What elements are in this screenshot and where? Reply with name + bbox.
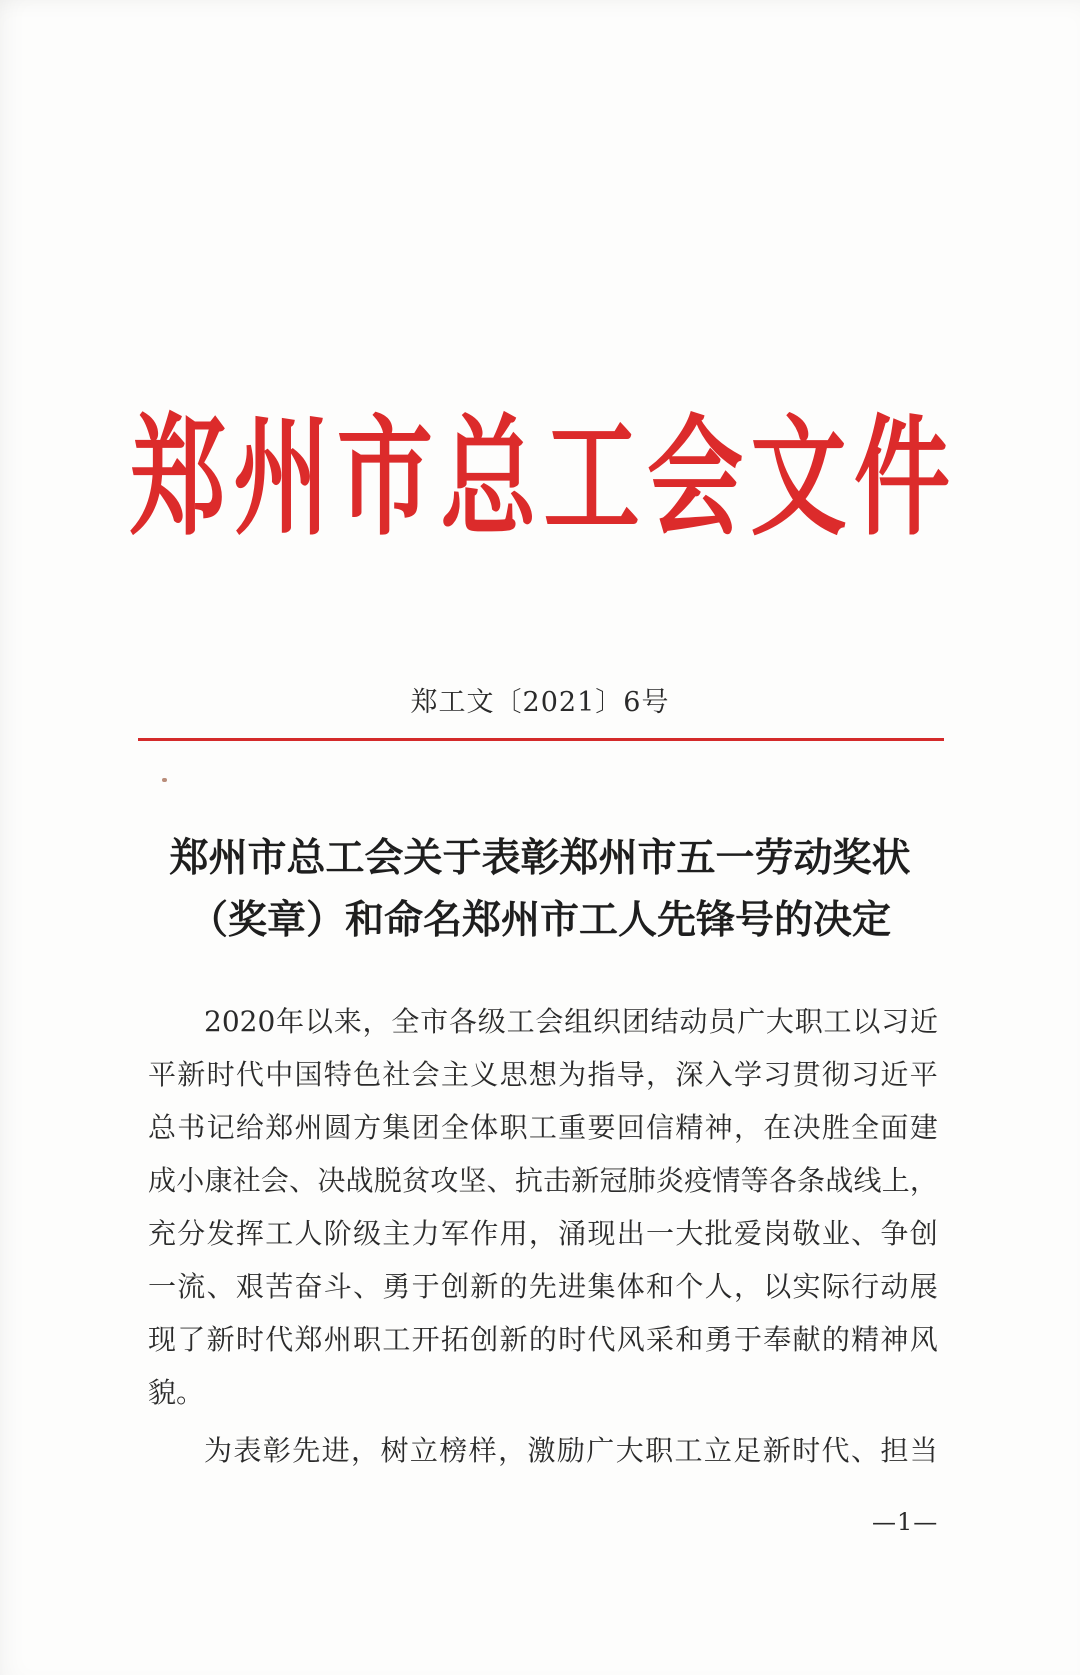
body-glyph: 习 bbox=[763, 1058, 792, 1091]
body-glyph: 先 bbox=[528, 1270, 557, 1303]
body-glyph: 国 bbox=[294, 1058, 323, 1091]
body-glyph: 动 bbox=[880, 1270, 909, 1303]
body-glyph: ， bbox=[351, 1434, 380, 1467]
body-glyph: 奉 bbox=[763, 1323, 792, 1356]
body-glyph: 新 bbox=[177, 1058, 206, 1091]
masthead-char: 文 bbox=[750, 401, 847, 554]
body-glyph: 战 bbox=[825, 1164, 854, 1197]
body-glyph: 人 bbox=[294, 1217, 323, 1250]
body-glyph: 力 bbox=[411, 1217, 440, 1250]
body-glyph: 进 bbox=[321, 1434, 350, 1467]
body-glyph: 习 bbox=[851, 1058, 880, 1091]
body-glyph: 彻 bbox=[821, 1058, 850, 1091]
body-glyph: 拓 bbox=[440, 1323, 469, 1356]
body-glyph: 时 bbox=[792, 1434, 821, 1467]
masthead-char: 郑 bbox=[130, 401, 226, 554]
document-body bbox=[148, 995, 938, 1477]
masthead-char: 总 bbox=[440, 401, 537, 554]
body-glyph: 爱 bbox=[733, 1217, 762, 1250]
body-line bbox=[148, 1424, 938, 1477]
body-glyph: 大 bbox=[765, 1005, 794, 1038]
scan-speck bbox=[162, 778, 167, 782]
body-glyph: 精 bbox=[675, 1111, 704, 1144]
body-glyph: 会 bbox=[411, 1058, 440, 1091]
body-glyph: 组 bbox=[564, 1005, 593, 1038]
body-glyph: ， bbox=[528, 1217, 557, 1250]
body-glyph: 彰 bbox=[262, 1434, 291, 1467]
body-glyph: 疫 bbox=[684, 1164, 713, 1197]
body-glyph: 年 bbox=[276, 1005, 305, 1038]
masthead-char: 会 bbox=[647, 401, 744, 554]
body-glyph: 新 bbox=[762, 1434, 791, 1467]
body-glyph: 精 bbox=[851, 1323, 880, 1356]
body-glyph: 圆 bbox=[323, 1111, 352, 1144]
document-number: 郑工文〔2021〕6号 bbox=[410, 687, 670, 718]
body-glyph: 坚 bbox=[458, 1164, 487, 1197]
body-glyph: 回 bbox=[616, 1111, 645, 1144]
body-glyph: 涌 bbox=[558, 1217, 587, 1250]
body-glyph: 树 bbox=[380, 1434, 409, 1467]
masthead-char: 市 bbox=[336, 401, 433, 554]
body-glyph: 为 bbox=[558, 1058, 587, 1091]
body-glyph: 勇 bbox=[704, 1323, 733, 1356]
body-glyph: 全 bbox=[851, 1111, 880, 1144]
body-glyph: 勇 bbox=[382, 1270, 411, 1303]
body-glyph: 指 bbox=[587, 1058, 616, 1091]
body-glyph: 团 bbox=[621, 1005, 650, 1038]
body-glyph: 献 bbox=[792, 1323, 821, 1356]
body-glyph: 流 bbox=[177, 1270, 206, 1303]
body-glyph: 肺 bbox=[627, 1164, 656, 1197]
body-glyph: 广 bbox=[586, 1434, 615, 1467]
body-glyph: 创 bbox=[909, 1217, 938, 1250]
body-glyph: 贫 bbox=[401, 1164, 430, 1197]
title-line-2: （奖章）和命名郑州市工人先锋号的决定 bbox=[188, 898, 891, 943]
body-glyph: 时 bbox=[558, 1323, 587, 1356]
body-glyph: 时 bbox=[206, 1058, 235, 1091]
body-glyph: 线 bbox=[853, 1164, 882, 1197]
body-glyph: 给 bbox=[235, 1111, 264, 1144]
body-glyph: 记 bbox=[206, 1111, 235, 1144]
body-glyph: 以 bbox=[304, 1005, 333, 1038]
body-glyph: 思 bbox=[499, 1058, 528, 1091]
body-glyph: 州 bbox=[294, 1111, 323, 1144]
body-glyph: 工 bbox=[823, 1005, 852, 1038]
body-glyph: ， bbox=[733, 1270, 762, 1303]
body-glyph: ， bbox=[733, 1111, 762, 1144]
body-glyph: 采 bbox=[646, 1323, 675, 1356]
body-glyph: 色 bbox=[353, 1058, 382, 1091]
body-glyph: 新 bbox=[206, 1323, 235, 1356]
body-glyph: 平 bbox=[148, 1058, 177, 1091]
body-glyph: 想 bbox=[528, 1058, 557, 1091]
body-glyph: 近 bbox=[909, 1005, 938, 1038]
body-glyph: 新 bbox=[499, 1323, 528, 1356]
body-glyph: 岗 bbox=[763, 1217, 792, 1250]
body-glyph: 以 bbox=[763, 1270, 792, 1303]
body-glyph: 苦 bbox=[265, 1270, 294, 1303]
body-glyph: 面 bbox=[880, 1111, 909, 1144]
body-glyph: 人 bbox=[704, 1270, 733, 1303]
body-glyph: 敬 bbox=[792, 1217, 821, 1250]
body-glyph: 攻 bbox=[430, 1164, 459, 1197]
body-glyph: 发 bbox=[206, 1217, 235, 1250]
body-glyph: 貌 bbox=[148, 1376, 177, 1409]
body-glyph: 等 bbox=[740, 1164, 769, 1197]
body-glyph: 各 bbox=[768, 1164, 797, 1197]
body-glyph: 榜 bbox=[439, 1434, 468, 1467]
body-glyph: 习 bbox=[881, 1005, 910, 1038]
body-glyph: 、 bbox=[850, 1434, 879, 1467]
body-glyph: 新 bbox=[470, 1270, 499, 1303]
body-glyph: 大 bbox=[675, 1217, 704, 1250]
body-glyph: 入 bbox=[704, 1058, 733, 1091]
body-glyph: 郑 bbox=[294, 1323, 323, 1356]
body-glyph: 的 bbox=[528, 1323, 557, 1356]
body-glyph: 来 bbox=[333, 1005, 362, 1038]
body-glyph: 以 bbox=[852, 1005, 881, 1038]
body-glyph: 、 bbox=[486, 1164, 515, 1197]
body-glyph: 要 bbox=[587, 1111, 616, 1144]
body-glyph: 中 bbox=[265, 1058, 294, 1091]
body-glyph: 总 bbox=[148, 1111, 177, 1144]
body-glyph: 于 bbox=[733, 1323, 762, 1356]
masthead-char: 件 bbox=[853, 401, 950, 554]
body-glyph: 结 bbox=[650, 1005, 679, 1038]
body-glyph: 集 bbox=[382, 1111, 411, 1144]
body-glyph: 州 bbox=[323, 1323, 352, 1356]
body-glyph: 用 bbox=[499, 1217, 528, 1250]
body-glyph: 展 bbox=[909, 1270, 938, 1303]
body-glyph: 职 bbox=[499, 1111, 528, 1144]
body-glyph: 、 bbox=[851, 1217, 880, 1250]
body-glyph: 作 bbox=[470, 1217, 499, 1250]
body-glyph: 康 bbox=[204, 1164, 233, 1197]
body-glyph: 现 bbox=[148, 1323, 177, 1356]
body-glyph: 代 bbox=[587, 1323, 616, 1356]
body-glyph: 出 bbox=[616, 1217, 645, 1250]
body-glyph: 方 bbox=[353, 1111, 382, 1144]
body-glyph: ， bbox=[646, 1058, 675, 1091]
body-glyph: 全 bbox=[440, 1111, 469, 1144]
body-glyph: 决 bbox=[317, 1164, 346, 1197]
body-glyph: 上 bbox=[881, 1164, 910, 1197]
body-glyph: 分 bbox=[177, 1217, 206, 1250]
body-glyph: 会 bbox=[260, 1164, 289, 1197]
body-glyph: 工 bbox=[506, 1005, 535, 1038]
body-glyph: 织 bbox=[593, 1005, 622, 1038]
body-glyph: 创 bbox=[440, 1270, 469, 1303]
body-line bbox=[148, 1313, 938, 1366]
body-glyph: 激 bbox=[527, 1434, 556, 1467]
body-glyph: 冠 bbox=[599, 1164, 628, 1197]
body-glyph: 代 bbox=[235, 1058, 264, 1091]
body-glyph: 大 bbox=[615, 1434, 644, 1467]
body-line bbox=[148, 1207, 938, 1260]
body-line bbox=[148, 1366, 938, 1419]
body-glyph: 、 bbox=[206, 1270, 235, 1303]
body-glyph: 当 bbox=[909, 1434, 938, 1467]
body-glyph: 一 bbox=[148, 1270, 177, 1303]
body-glyph: 创 bbox=[470, 1323, 499, 1356]
body-glyph: 个 bbox=[675, 1270, 704, 1303]
body-glyph: 级 bbox=[477, 1005, 506, 1038]
body-glyph: 学 bbox=[733, 1058, 762, 1091]
body-glyph: 近 bbox=[880, 1058, 909, 1091]
body-glyph: 导 bbox=[616, 1058, 645, 1091]
body-glyph: ， bbox=[498, 1434, 527, 1467]
body-glyph: 斗 bbox=[323, 1270, 352, 1303]
red-divider-rule bbox=[138, 738, 944, 741]
body-line bbox=[148, 1048, 938, 1101]
body-glyph: 新 bbox=[571, 1164, 600, 1197]
body-glyph: 立 bbox=[409, 1434, 438, 1467]
body-glyph: 、 bbox=[289, 1164, 318, 1197]
body-glyph: 郑 bbox=[265, 1111, 294, 1144]
masthead bbox=[130, 401, 950, 554]
body-glyph: 艰 bbox=[235, 1270, 264, 1303]
body-glyph: 集 bbox=[587, 1270, 616, 1303]
body-glyph: 进 bbox=[558, 1270, 587, 1303]
body-glyph: 抗 bbox=[514, 1164, 543, 1197]
body-glyph: 脱 bbox=[373, 1164, 402, 1197]
body-glyph: 行 bbox=[851, 1270, 880, 1303]
body-glyph: ， bbox=[909, 1164, 938, 1197]
body-glyph: 、 bbox=[353, 1270, 382, 1303]
body-glyph: ， bbox=[362, 1005, 391, 1038]
body-glyph: 2020 bbox=[204, 1005, 276, 1038]
body-glyph: 体 bbox=[616, 1270, 645, 1303]
body-line bbox=[148, 1154, 938, 1207]
body-glyph: 情 bbox=[712, 1164, 741, 1197]
body-glyph: 挥 bbox=[235, 1217, 264, 1250]
body-glyph: 工 bbox=[674, 1434, 703, 1467]
body-glyph: 现 bbox=[587, 1217, 616, 1250]
body-glyph: 先 bbox=[292, 1434, 321, 1467]
body-glyph: 主 bbox=[440, 1058, 469, 1091]
body-glyph: 战 bbox=[345, 1164, 374, 1197]
body-glyph: 级 bbox=[353, 1217, 382, 1250]
body-glyph: 际 bbox=[821, 1270, 850, 1303]
body-glyph: 争 bbox=[880, 1217, 909, 1250]
body-glyph: 时 bbox=[235, 1323, 264, 1356]
body-glyph: 决 bbox=[792, 1111, 821, 1144]
body-glyph: 小 bbox=[176, 1164, 205, 1197]
body-glyph: 炎 bbox=[655, 1164, 684, 1197]
body-glyph: 风 bbox=[909, 1323, 938, 1356]
body-glyph: 和 bbox=[646, 1270, 675, 1303]
body-glyph: 特 bbox=[323, 1058, 352, 1091]
body-glyph: 阶 bbox=[323, 1217, 352, 1250]
body-glyph: 代 bbox=[821, 1434, 850, 1467]
body-glyph: 奋 bbox=[294, 1270, 323, 1303]
body-glyph: 为 bbox=[204, 1434, 233, 1467]
body-glyph: 立 bbox=[703, 1434, 732, 1467]
body-glyph: 动 bbox=[679, 1005, 708, 1038]
body-glyph: 深 bbox=[675, 1058, 704, 1091]
body-glyph: 的 bbox=[821, 1323, 850, 1356]
body-glyph: 职 bbox=[794, 1005, 823, 1038]
body-glyph: 社 bbox=[382, 1058, 411, 1091]
body-glyph: 工 bbox=[528, 1111, 557, 1144]
body-glyph: 义 bbox=[470, 1058, 499, 1091]
body-glyph: 胜 bbox=[821, 1111, 850, 1144]
body-line bbox=[148, 1260, 938, 1313]
body-glyph: 样 bbox=[468, 1434, 497, 1467]
masthead-char: 州 bbox=[233, 401, 330, 554]
body-glyph: 市 bbox=[420, 1005, 449, 1038]
body-glyph: 建 bbox=[909, 1111, 938, 1144]
body-glyph: 开 bbox=[411, 1323, 440, 1356]
body-glyph: 击 bbox=[543, 1164, 572, 1197]
body-glyph: 和 bbox=[675, 1323, 704, 1356]
page-number: —1— bbox=[872, 1508, 939, 1536]
body-glyph: 成 bbox=[148, 1164, 177, 1197]
body-glyph: 于 bbox=[411, 1270, 440, 1303]
body-glyph: 批 bbox=[704, 1217, 733, 1250]
body-glyph: 平 bbox=[909, 1058, 938, 1091]
body-glyph: 实 bbox=[792, 1270, 821, 1303]
body-glyph: 在 bbox=[763, 1111, 792, 1144]
body-glyph: 励 bbox=[556, 1434, 585, 1467]
body-glyph: 会 bbox=[535, 1005, 564, 1038]
body-glyph: 表 bbox=[233, 1434, 262, 1467]
body-glyph: 体 bbox=[470, 1111, 499, 1144]
body-glyph: 充 bbox=[148, 1217, 177, 1250]
body-glyph: 工 bbox=[265, 1217, 294, 1250]
body-glyph: 业 bbox=[821, 1217, 850, 1250]
body-glyph: 职 bbox=[645, 1434, 674, 1467]
body-glyph: 全 bbox=[391, 1005, 420, 1038]
body-glyph: 工 bbox=[382, 1323, 411, 1356]
body-glyph: 风 bbox=[616, 1323, 645, 1356]
body-glyph: 主 bbox=[382, 1217, 411, 1250]
body-glyph: 广 bbox=[737, 1005, 766, 1038]
body-glyph: 社 bbox=[232, 1164, 261, 1197]
body-glyph: 条 bbox=[797, 1164, 826, 1197]
body-glyph: 军 bbox=[440, 1217, 469, 1250]
body-line bbox=[148, 1101, 938, 1154]
body-glyph: 重 bbox=[558, 1111, 587, 1144]
body-line bbox=[148, 995, 938, 1048]
body-glyph: 神 bbox=[704, 1111, 733, 1144]
body-glyph: 书 bbox=[177, 1111, 206, 1144]
body-glyph: 一 bbox=[646, 1217, 675, 1250]
masthead-char: 工 bbox=[543, 401, 640, 554]
body-glyph: 的 bbox=[499, 1270, 528, 1303]
body-glyph: 员 bbox=[708, 1005, 737, 1038]
body-glyph: 信 bbox=[646, 1111, 675, 1144]
document-title bbox=[140, 828, 940, 952]
title-line-1: 郑州市总工会关于表彰郑州市五一劳动奖状 bbox=[169, 836, 911, 881]
body-glyph: 了 bbox=[177, 1323, 206, 1356]
body-glyph: 各 bbox=[448, 1005, 477, 1038]
body-glyph: 代 bbox=[265, 1323, 294, 1356]
body-glyph: 团 bbox=[411, 1111, 440, 1144]
body-glyph: 足 bbox=[733, 1434, 762, 1467]
body-glyph: 职 bbox=[353, 1323, 382, 1356]
body-glyph: 贯 bbox=[792, 1058, 821, 1091]
body-glyph: 担 bbox=[880, 1434, 909, 1467]
body-glyph: 。 bbox=[176, 1376, 205, 1409]
body-glyph: 神 bbox=[880, 1323, 909, 1356]
